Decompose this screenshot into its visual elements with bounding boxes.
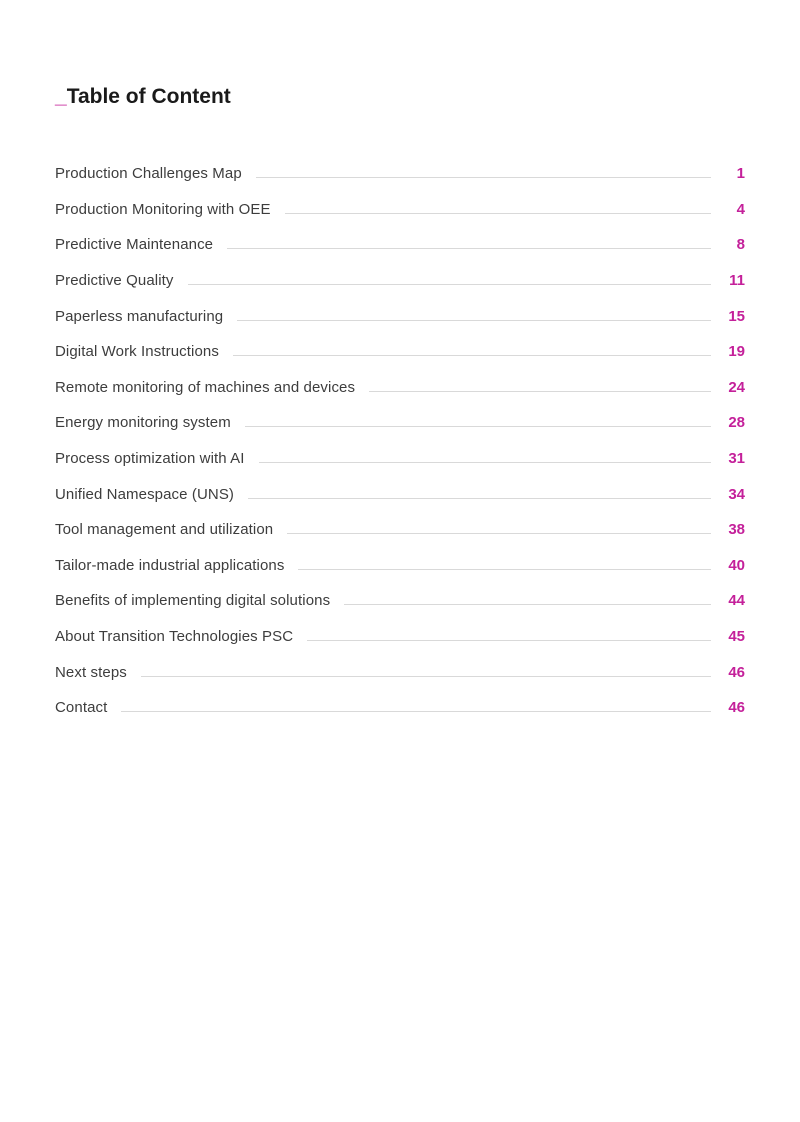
dot-leader [245,426,711,427]
toc-entry-page: 44 [728,592,745,610]
toc-entry[interactable] [55,156,745,192]
toc-entry-label: Production Monitoring with OEE [55,200,271,218]
toc-entry-page: 46 [728,699,745,717]
toc-entry-page: 45 [728,628,745,646]
table-of-contents [55,156,745,726]
toc-entry[interactable] [55,370,745,406]
dot-leader [248,498,711,499]
dot-leader [259,462,711,463]
toc-entry[interactable] [55,690,745,726]
toc-entry[interactable] [55,405,745,441]
toc-entry-label: Predictive Maintenance [55,236,214,254]
toc-entry-label: About Transition Technologies PSC [55,628,294,646]
toc-entry[interactable] [55,192,745,228]
page-title [55,84,231,110]
toc-entry[interactable] [55,548,745,584]
toc-entry[interactable] [55,583,745,619]
toc-entry[interactable] [55,227,745,263]
title-text: Table of Content [66,85,231,108]
toc-entry-label: Contact [55,699,108,717]
toc-entry-page: 24 [728,378,745,396]
toc-entry-page: 46 [728,663,745,681]
toc-entry-page: 31 [728,450,745,468]
dot-leader [121,711,711,712]
toc-entry-page: 11 [729,272,745,290]
toc-entry-label: Energy monitoring system [55,414,231,432]
toc-entry-page: 38 [728,521,745,539]
dot-leader [285,213,711,214]
dot-leader [256,177,711,178]
dot-leader [307,640,711,641]
toc-entry[interactable] [55,441,745,477]
dot-leader [188,284,711,285]
toc-entry-page: 34 [728,485,745,503]
toc-entry-label: Production Challenges Map [55,165,242,183]
toc-entry[interactable] [55,298,745,334]
toc-entry[interactable] [55,334,745,370]
toc-entry-label: Remote monitoring of machines and devices [55,378,356,396]
dot-leader [227,248,711,249]
toc-entry[interactable] [55,476,745,512]
toc-entry-label: Paperless manufacturing [55,307,224,325]
toc-entry-page: 8 [736,236,745,254]
toc-entry-label: Tool management and utilization [55,521,274,539]
toc-entry-page: 40 [728,556,745,574]
toc-entry-page: 15 [728,307,745,325]
dot-leader [287,533,711,534]
toc-entry-label: Predictive Quality [55,272,174,290]
toc-entry[interactable] [55,263,745,299]
dot-leader [298,569,711,570]
toc-entry-label: Next steps [55,663,127,681]
toc-entry-label: Tailor-made industrial applications [55,556,285,574]
toc-entry-label: Unified Namespace (UNS) [55,485,235,503]
toc-entry-label: Benefits of implementing digital solutions [55,592,331,610]
title-prefix: _ [55,85,67,108]
dot-leader [141,676,711,677]
toc-entry-page: 28 [728,414,745,432]
dot-leader [369,391,711,392]
toc-entry[interactable] [55,654,745,690]
dot-leader [344,604,711,605]
toc-entry[interactable] [55,512,745,548]
toc-entry-page: 4 [736,200,745,218]
toc-entry-label: Process optimization with AI [55,450,245,468]
toc-entry[interactable] [55,619,745,655]
toc-entry-page: 1 [736,165,745,183]
toc-entry-page: 19 [728,343,745,361]
dot-leader [233,355,711,356]
toc-entry-label: Digital Work Instructions [55,343,219,361]
dot-leader [237,320,711,321]
